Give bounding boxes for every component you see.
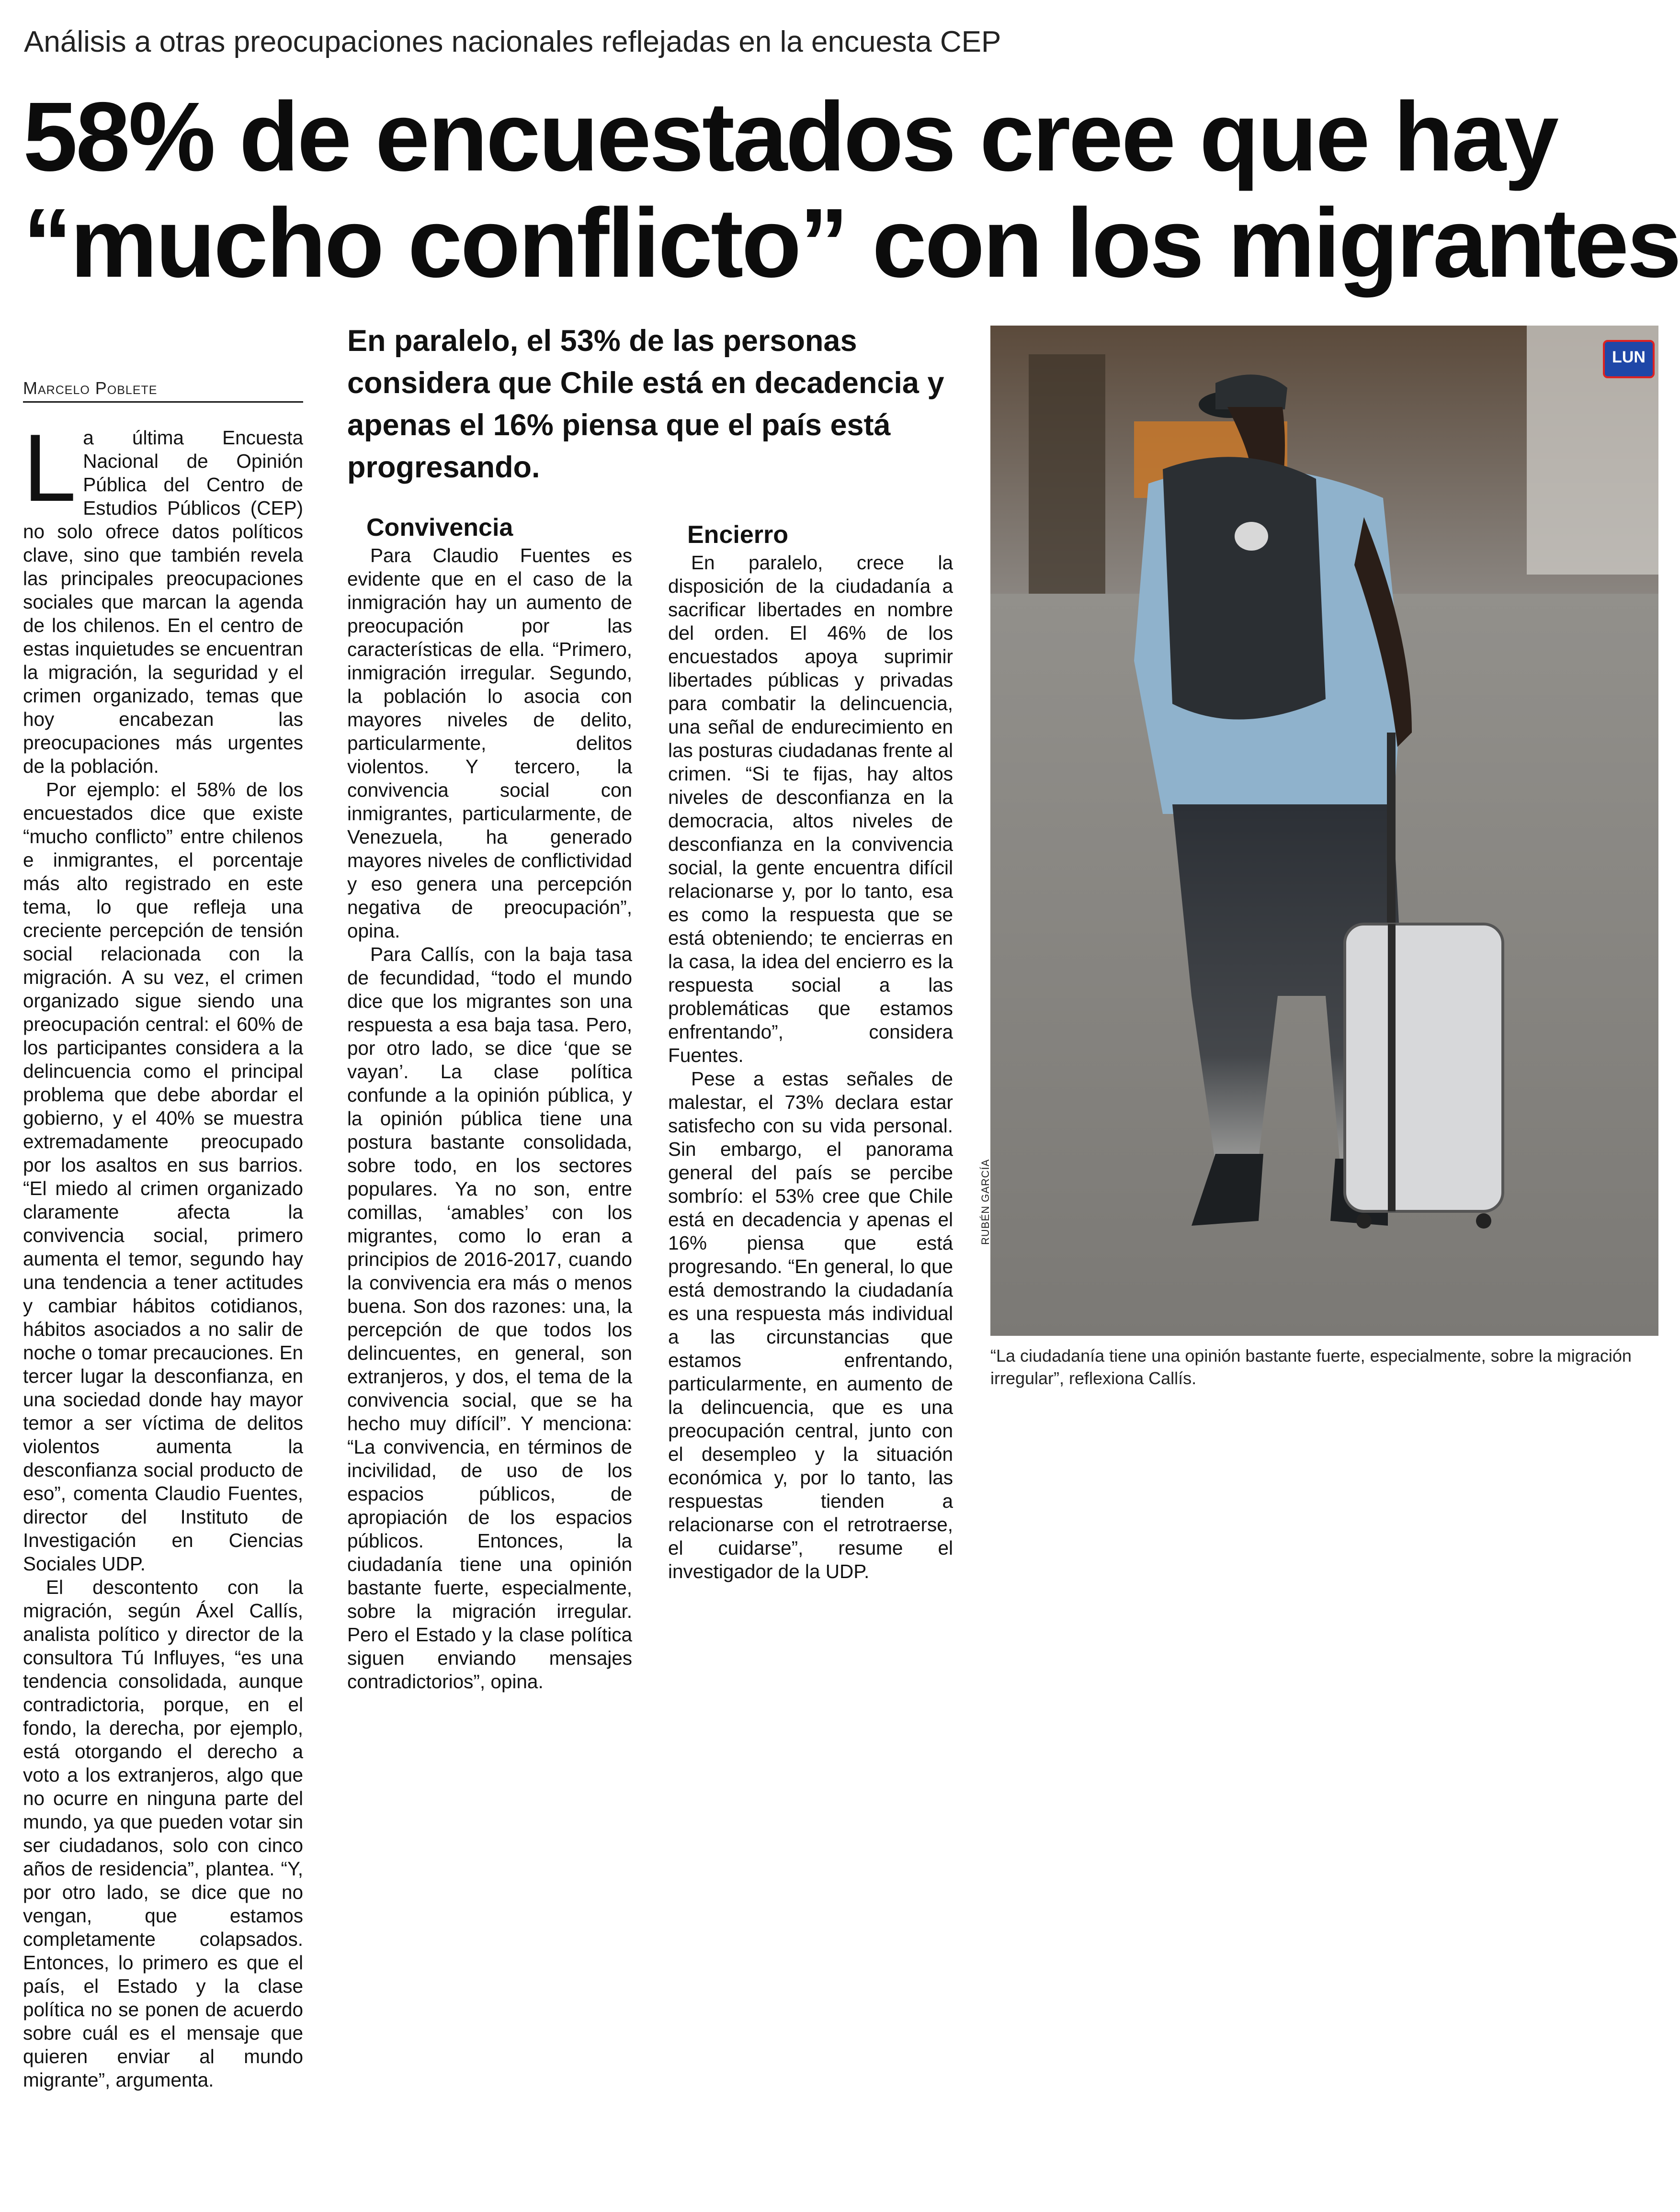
byline: Marcelo Poblete	[23, 378, 303, 403]
headline	[23, 82, 1680, 298]
suitcase-strap	[1388, 924, 1396, 1211]
photo-credit: RUBÉN GARCÍA	[979, 1159, 991, 1245]
paragraph-1	[23, 415, 303, 778]
suitcase	[1345, 924, 1503, 1211]
photo-illustration	[990, 326, 1658, 1336]
paragraph-5: Para Callís, con la baja tasa de fecundidad, “todo el mundo dice que los migrantes son una respuesta a esa baja tasa. Pero, por otro lado, se dice ‘que se vayan’. La clase política confunde a la opinión pública, y la opinión pública tiene una postura bastante consolidada, sobre todo, en los sectores populares. Ya no son, entre comillas, ‘amables’ con los migrantes, como lo eran a principios de 2016-2017, cuando la convivencia era más o menos buena. Son dos razones: una, la percepción de que todos los delincuentes, en general, son extranjeros, y dos, el tema de la convivencia social, que se ha hecho muy difícil”. Y menciona: “La convivencia, en términos de incivilidad, de uso de los espacios públicos, de apropiación de los espacios públicos. Entonces, la ciudadanía tiene una opinión bastante fuerte, especialmente, sobre la migración irregular. Pero el Estado y la clase política siguen enviando mensajes contradictorios”, opina.	[347, 943, 632, 1693]
subhead-encierro: Encierro	[687, 521, 788, 549]
drop-cap: L	[23, 415, 77, 521]
article-column-1	[23, 415, 303, 2092]
article-column-3	[668, 519, 953, 1583]
headline-line-1: 58% de encuestados cree que hay	[23, 82, 1557, 192]
deck: En paralelo, el 53% de las personas considera que Chile está en decadencia y apenas el 16% piensa que el país está progresando.	[347, 324, 944, 484]
photo	[990, 326, 1658, 1336]
lun-logo: LUN	[1603, 340, 1655, 378]
paragraph-2: Por ejemplo: el 58% de los encuestados dice que existe “mucho conflicto” entre chilenos e inmigrantes, el porcentaje más alto registrado en este tema, lo que refleja una creciente percepción de tensión social relacionada con la migración. A su vez, el crimen organizado sigue siendo una preocupación central: el 60% de los participantes considera a la delincuencia como el principal problema que debe abordar el gobierno, y el 40% se muestra extremadamente preocupado por los asaltos en sus barrios. “El miedo al crimen organizado claramente afecta la convivencia social, primero aumenta el temor, segundo hay una tendencia a tener actitudes y cambiar hábitos cotidianos, hábitos asociados a no salir de noche o tomar precauciones. En tercer lugar la desconfianza, en una sociedad donde hay mayor temor a ser víctima de delitos violentos aumenta la desconfianza social producto de eso”, comenta Claudio Fuentes, director del Instituto de Investigación en Ciencias Sociales UDP.	[23, 779, 303, 1575]
tree-trunk	[1029, 354, 1105, 594]
suitcase-handle	[1387, 733, 1396, 938]
suitcase-wheel-left	[1356, 1213, 1372, 1229]
backpack	[1163, 457, 1326, 719]
paragraph-6: En paralelo, crece la disposición de la ciudadanía a sacrificar libertades en nombre del orden. El 46% de los encuestados apoya suprimir libertades públicas y privadas para combatir la delincuencia, una señal de endurecimiento en las posturas ciudadanas frente al crimen. “Si te fijas, hay altos niveles de desconfianza en la democracia, altos niveles de desconfianza en la convivencia social, la gente encuentra difícil relacionarse y, por lo tanto, esa es como la respuesta que se está obteniendo; te encierras en la casa, la idea del encierro es la respuesta social a las problemáticas que estamos enfrentando”, considera Fuentes.	[668, 552, 953, 1066]
paragraph-3: El descontento con la migración, según Áxel Callís, analista político y director de la consultora Tú Influyes, “es una tendencia consolidada, aunque contradictoria, porque, en el fondo, la derecha, por ejemplo, está otorgando el derecho a voto a los extranjeros, algo que no ocurre en ninguna parte del mundo, ya que pueden votar sin ser ciudadanos, solo con cinco años de residencia”, plantea. “Y, por otro lado, se dice que no vengan, que estamos completamente colapsados. Entonces, lo primero es que el país, el Estado y la clase política no se ponen de acuerdo sobre cuál es el mensaje que quieren enviar al mundo migrante”, argumenta.	[23, 1576, 303, 2091]
kicker: Análisis a otras preocupaciones nacionales reflejadas en la encuesta CEP	[24, 25, 1001, 58]
backpack-patch	[1235, 522, 1268, 551]
paragraph-1-text: a última Encuesta Nacional de Opinión Pública del Centro de Estudios Públicos (CEP) no solo ofrece datos políticos clave, sino que también revela las principales preocupaciones sociales que marcan la agenda de los chilenos. En el centro de estas inquietudes se encuentran la migración, la seguridad y el crimen organizado, temas que hoy encabezan las preocupaciones más urgentes de la población.	[23, 427, 303, 777]
article-column-2	[347, 512, 632, 1693]
paragraph-4: Para Claudio Fuentes es evidente que en el caso de la inmigración hay un aumento de preocupación por las características de ella. “Primero, inmigración irregular. Segundo, la población lo asocia con mayores niveles de delito, particularmente, delitos violentos. Y tercero, la convivencia social con inmigrantes, particularmente, de Venezuela, ha generado mayores niveles de conflictividad y eso genera una percepción negativa de preocupación”, opina.	[347, 544, 632, 942]
photo-caption: “La ciudadanía tiene una opinión bastante fuerte, especialmente, sobre la migración irregular”, reflexiona Callís.	[990, 1346, 1632, 1388]
subhead-convivencia: Convivencia	[366, 514, 513, 542]
paragraph-7: Pese a estas señales de malestar, el 73% declara estar satisfecho con su vida personal. Sin embargo, el panorama general del país se percibe sombrío: el 53% cree que Chile está en decadencia y apenas el 16% piensa que está progresando. “En general, lo que está demostrando la ciudadanía es una respuesta más individual a las circunstancias que estamos enfrentando, particularmente, en aumento de la delincuencia, que es una preocupación central, junto con el desempleo y la situación económica y, por lo tanto, las respuestas tienden a relacionarse con el retrotraerse, el cuidarse”, resume el investigador de la UDP.	[668, 1068, 953, 1582]
headline-line-2: “mucho conflicto” con los migrantes	[23, 188, 1680, 298]
suitcase-wheel-right	[1476, 1213, 1491, 1229]
